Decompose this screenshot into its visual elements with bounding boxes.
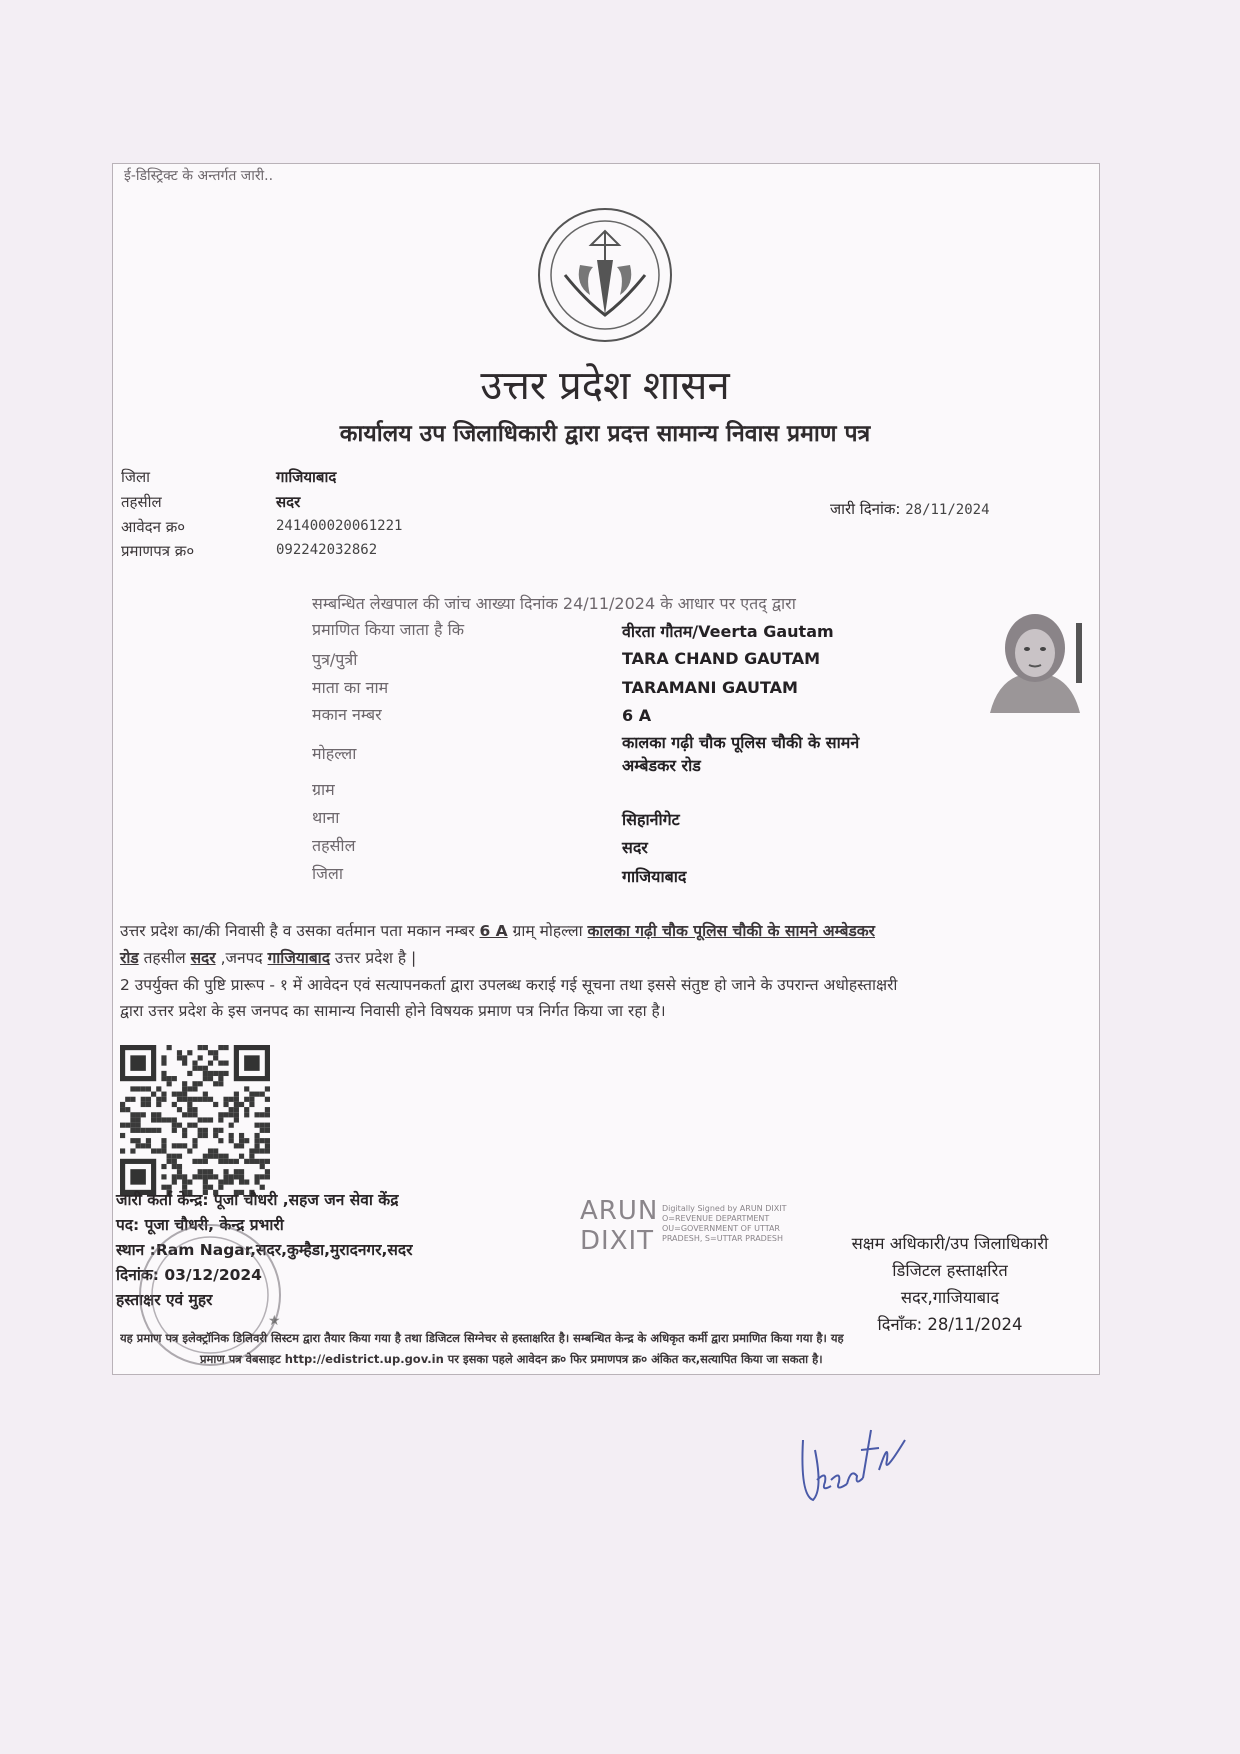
house-value: 6 A (622, 706, 652, 725)
stamp-seal (120, 1195, 300, 1375)
para1-text-3: तहसील (138, 949, 191, 967)
authority-digital: डिजिटल हस्ताक्षरित (892, 1261, 1008, 1280)
para1-house: 6 A (479, 922, 508, 940)
para1-district: गाजियाबाद (267, 949, 330, 967)
svg-text:★: ★ (268, 1313, 281, 1329)
digital-signer-name-1: ARUN (580, 1196, 659, 1226)
confirmation-line-2: द्वारा उत्तर प्रदेश के इस जनपद का सामान्य निवासी होने विषयक प्रमाण पत्र निर्गत किया जा रहा है। (120, 1002, 666, 1020)
intro-line: सम्बन्धित लेखपाल की जांच आख्या दिनांक 24/11/2024 के आधार पर एतद् द्वारा (312, 594, 796, 613)
footer-line-2: प्रमाण पत्र वेबसाइट http://edistrict.up.gov.in पर इसका पहले आवेदन क्र० फिर प्रमाणपत्र क्र० अंकित कर,सत्यापित किया जा सकता है। (200, 1352, 823, 1366)
digital-signature (580, 1196, 658, 1256)
village-label: ग्राम (312, 780, 335, 799)
issuer-center: जारी कर्ता केन्द्र: पूजा चौधरी ,सहज जन सेवा केंद्र (116, 1191, 399, 1209)
detail-district-value: गाजियाबाद (622, 867, 687, 886)
district-label: जिला (121, 468, 151, 486)
applicant-photo (980, 603, 1090, 713)
issuer-designation: पद: पूजा चौधरी, केन्द्र प्रभारी (116, 1216, 284, 1234)
certificate-number-label: प्रमाणपत्र क्र० (121, 542, 195, 560)
digital-signer-name-2: DIXIT (580, 1226, 655, 1256)
authority-designation: सक्षम अधिकारी/उप जिलाधिकारी (851, 1234, 1049, 1253)
para1-road: रोड (120, 949, 139, 967)
para1-text-4: ,जनपद (215, 949, 268, 967)
issue-date (830, 499, 990, 519)
authority-location: सदर,गाजियाबाद (900, 1288, 1000, 1307)
detail-tehsil-label: तहसील (312, 836, 356, 855)
handwritten-signature (795, 1400, 915, 1510)
government-title: उत्तर प्रदेश शासन (480, 363, 730, 409)
digital-signature-details: Digitally Signed by ARUN DIXIT O=REVENUE DEPARTMENT OU=GOVERNMENT OF UTTAR PRADESH, S=UTTAR PRADESH (662, 1204, 787, 1243)
application-number-value: 241400020061221 (276, 518, 403, 534)
district-value: गाजियाबाद (276, 468, 337, 486)
mohalla-label: मोहल्ला (312, 744, 357, 763)
para1-tehsil: सदर (190, 949, 216, 967)
thana-value: सिहानीगेट (622, 810, 680, 829)
father-name: TARA CHAND GAUTAM (622, 649, 821, 668)
tehsil-label: तहसील (121, 493, 162, 511)
authority-date: दिनाँक: 28/11/2024 (877, 1315, 1023, 1334)
para1-text-2: ग्राम् मोहल्ला (507, 922, 588, 940)
para1-text-1: उत्तर प्रदेश का/की निवासी है व उसका वर्तमान पता मकान नम्बर (120, 922, 480, 940)
mother-name: TARAMANI GAUTAM (622, 678, 798, 697)
house-label: मकान नम्बर (312, 705, 382, 724)
residence-paragraph (120, 918, 1080, 972)
son-daughter-label: पुत्र/पुत्री (312, 650, 358, 669)
mohalla-value-line1: कालका गढ़ी चौक पूलिस चौकी के सामने (622, 733, 860, 752)
applicant-name: वीरता गौतम/Veerta Gautam (622, 622, 834, 641)
application-number-label: आवेदन क्र० (121, 518, 186, 536)
certified-label: प्रमाणित किया जाता है कि (312, 620, 465, 639)
issue-date-label: जारी दिनांक: (830, 500, 901, 518)
authority-block (830, 1230, 1070, 1338)
para1-text-5: उत्तर प्रदेश है | (329, 949, 417, 967)
qr-code (120, 1045, 270, 1195)
footer-line-1: यह प्रमाण पत्र इलेक्ट्रॉनिक डिलिवरी सिस्टम द्वारा तैयार किया गया है तथा डिजिटल सिग्नेचर से हस्ताक्षरित है। सम्बन्धित केन्द्र के अधिकृत कर्मी द्वारा प्रमाणित किया गया है। यह (120, 1331, 844, 1345)
detail-tehsil-value: सदर (622, 838, 648, 857)
issuer-sign-seal: हस्ताक्षर एवं मुहर (116, 1291, 213, 1309)
mohalla-value-line2: अम्बेडकर रोड (622, 756, 701, 775)
issue-date-value: 28/11/2024 (905, 502, 990, 518)
up-government-emblem (535, 205, 675, 345)
header-note: ई-डिस्ट्रिक्ट के अन्तर्गत जारी.. (124, 168, 274, 184)
thana-label: थाना (312, 808, 340, 827)
tehsil-value: सदर (276, 493, 301, 511)
detail-district-label: जिला (312, 864, 344, 883)
certificate-number-value: 092242032862 (276, 542, 378, 558)
certificate-title: कार्यालय उप जिलाधिकारी द्वारा प्रदत्त सामान्य निवास प्रमाण पत्र (339, 421, 871, 447)
confirmation-line-1: 2 उपर्युक्त की पुष्टि प्रारूप - १ में आवेदन एवं सत्यापनकर्ता द्वारा उपलब्ध कराई गई सूचना तथा इससे संतुष्ट हो जाने के उपरान्त अधोहस्ताक्षरी (120, 976, 898, 994)
mother-label: माता का नाम (312, 678, 389, 697)
para1-mohalla: कालका गढ़ी चौक पूलिस चौकी के सामने अम्बेडकर (587, 922, 875, 940)
issuer-date: दिनांक: 03/12/2024 (116, 1266, 262, 1284)
issuer-location: स्थान :Ram Nagar,सदर,कुम्हैडा,मुरादनगर,सदर (116, 1241, 413, 1259)
